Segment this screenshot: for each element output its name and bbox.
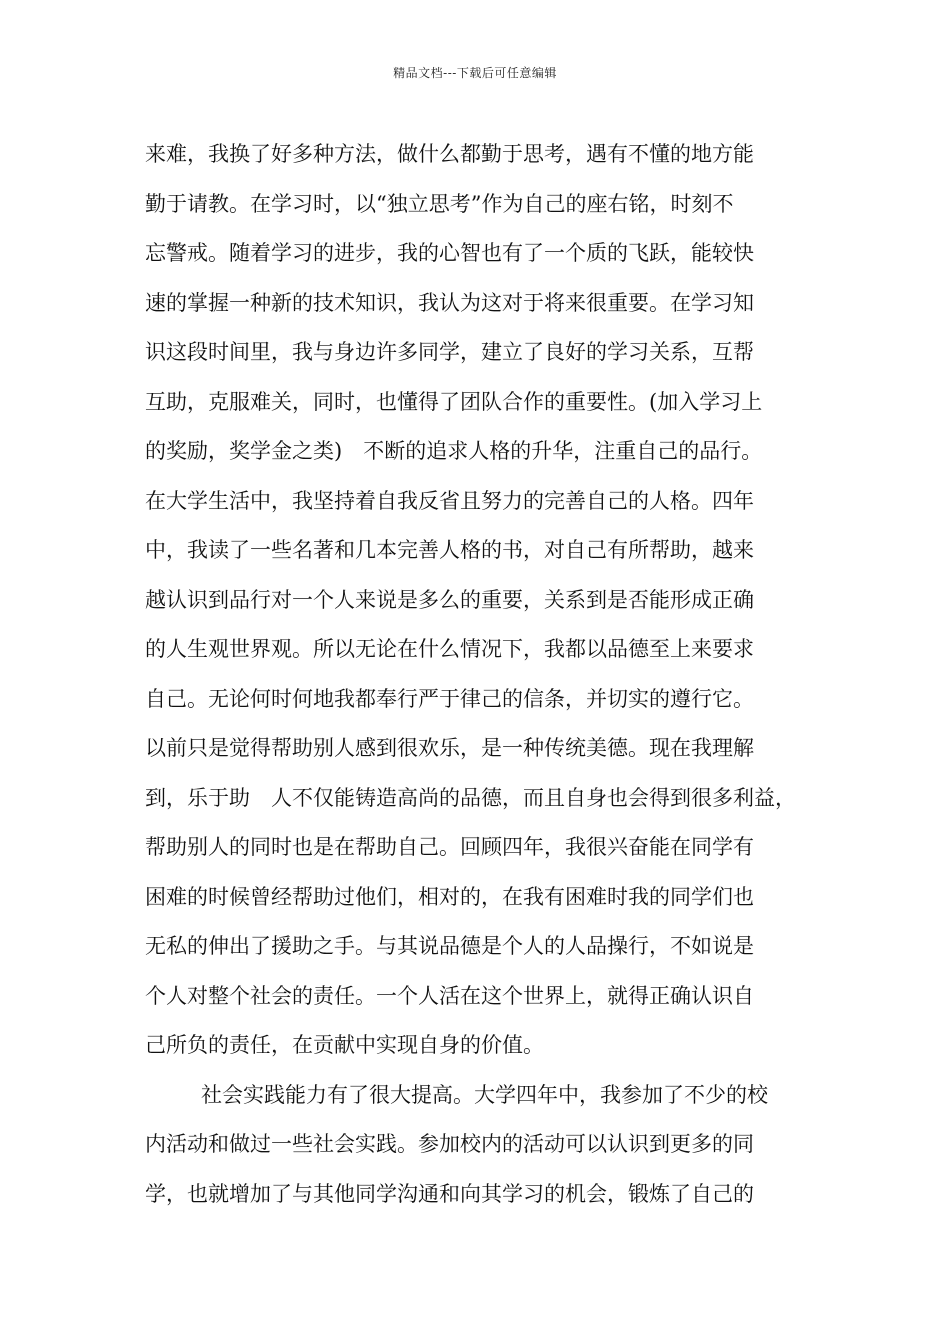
text-line: 己所负的责任，在贡献中实现自身的价值。 <box>145 1033 544 1057</box>
text-line: 无私的伸出了援助之手。与其说品德是个人的人品操行，不如说是 <box>145 934 754 958</box>
text-line: 勤于请教。在学习时，以“独立思考”作为自己的座右铭，时刻不 <box>145 191 734 216</box>
text-line: 自己。无论何时何地我都奉行严于律己的信条，并切实的遵行它。 <box>145 686 754 711</box>
text-line: 速的掌握一种新的技术知识，我认为这对于将来很重要。在学习知 <box>145 290 754 315</box>
text-line: 到，乐于助 人不仅能铸造高尚的品德，而且自身也会得到很多利益， <box>145 785 796 810</box>
text-line: 来难，我换了好多种方法，做什么都勤于思考，遇有不懂的地方能 <box>145 142 754 166</box>
text-line: 越认识到品行对一个人来说是多么的重要，关系到是否能形成正确 <box>145 587 754 612</box>
body-text <box>145 130 825 1219</box>
page-header: 精品文档---下载后可任意编辑 <box>393 66 557 80</box>
text-line: 困难的时候曾经帮助过他们，相对的，在我有困难时我的同学们也 <box>145 884 754 909</box>
text-line: 以前只是觉得帮助别人感到很欢乐，是一种传统美德。现在我理解 <box>145 736 754 760</box>
text-line: 社会实践能力有了很大提高。大学四年中，我参加了不少的校 <box>201 1082 768 1107</box>
text-line: 在大学生活中，我坚持着自我反省且努力的完善自己的人格。四年 <box>145 488 754 513</box>
text-line: 互助，克服难关，同时，也懂得了团队合作的重要性。(加入学习上 <box>145 389 763 414</box>
text-line: 内活动和做过一些社会实践。参加校内的活动可以认识到更多的同 <box>145 1132 754 1156</box>
text-line: 帮助别人的同时也是在帮助自己。回顾四年，我很兴奋能在同学有 <box>145 835 754 859</box>
text-line: 中，我读了一些名著和几本完善人格的书，对自己有所帮助，越来 <box>145 538 754 562</box>
text-line: 忘警戒。随着学习的进步，我的心智也有了一个质的飞跃，能较快 <box>145 241 754 265</box>
text-line: 识这段时间里，我与身边许多同学，建立了良好的学习关系，互帮 <box>145 340 754 364</box>
text-line: 个人对整个社会的责任。一个人活在这个世界上，就得正确认识自 <box>145 983 754 1008</box>
paragraph-1 <box>145 130 825 1071</box>
text-line: 的人生观世界观。所以无论在什么情况下，我都以品德至上来要求 <box>145 637 754 661</box>
text-line: 学，也就增加了与其他同学沟通和向其学习的机会，锻炼了自己的 <box>145 1181 754 1206</box>
paragraph-2 <box>145 1071 825 1220</box>
text-line: 的奖励，奖学金之类) 不断的追求人格的升华，注重自己的品行。 <box>145 439 763 463</box>
